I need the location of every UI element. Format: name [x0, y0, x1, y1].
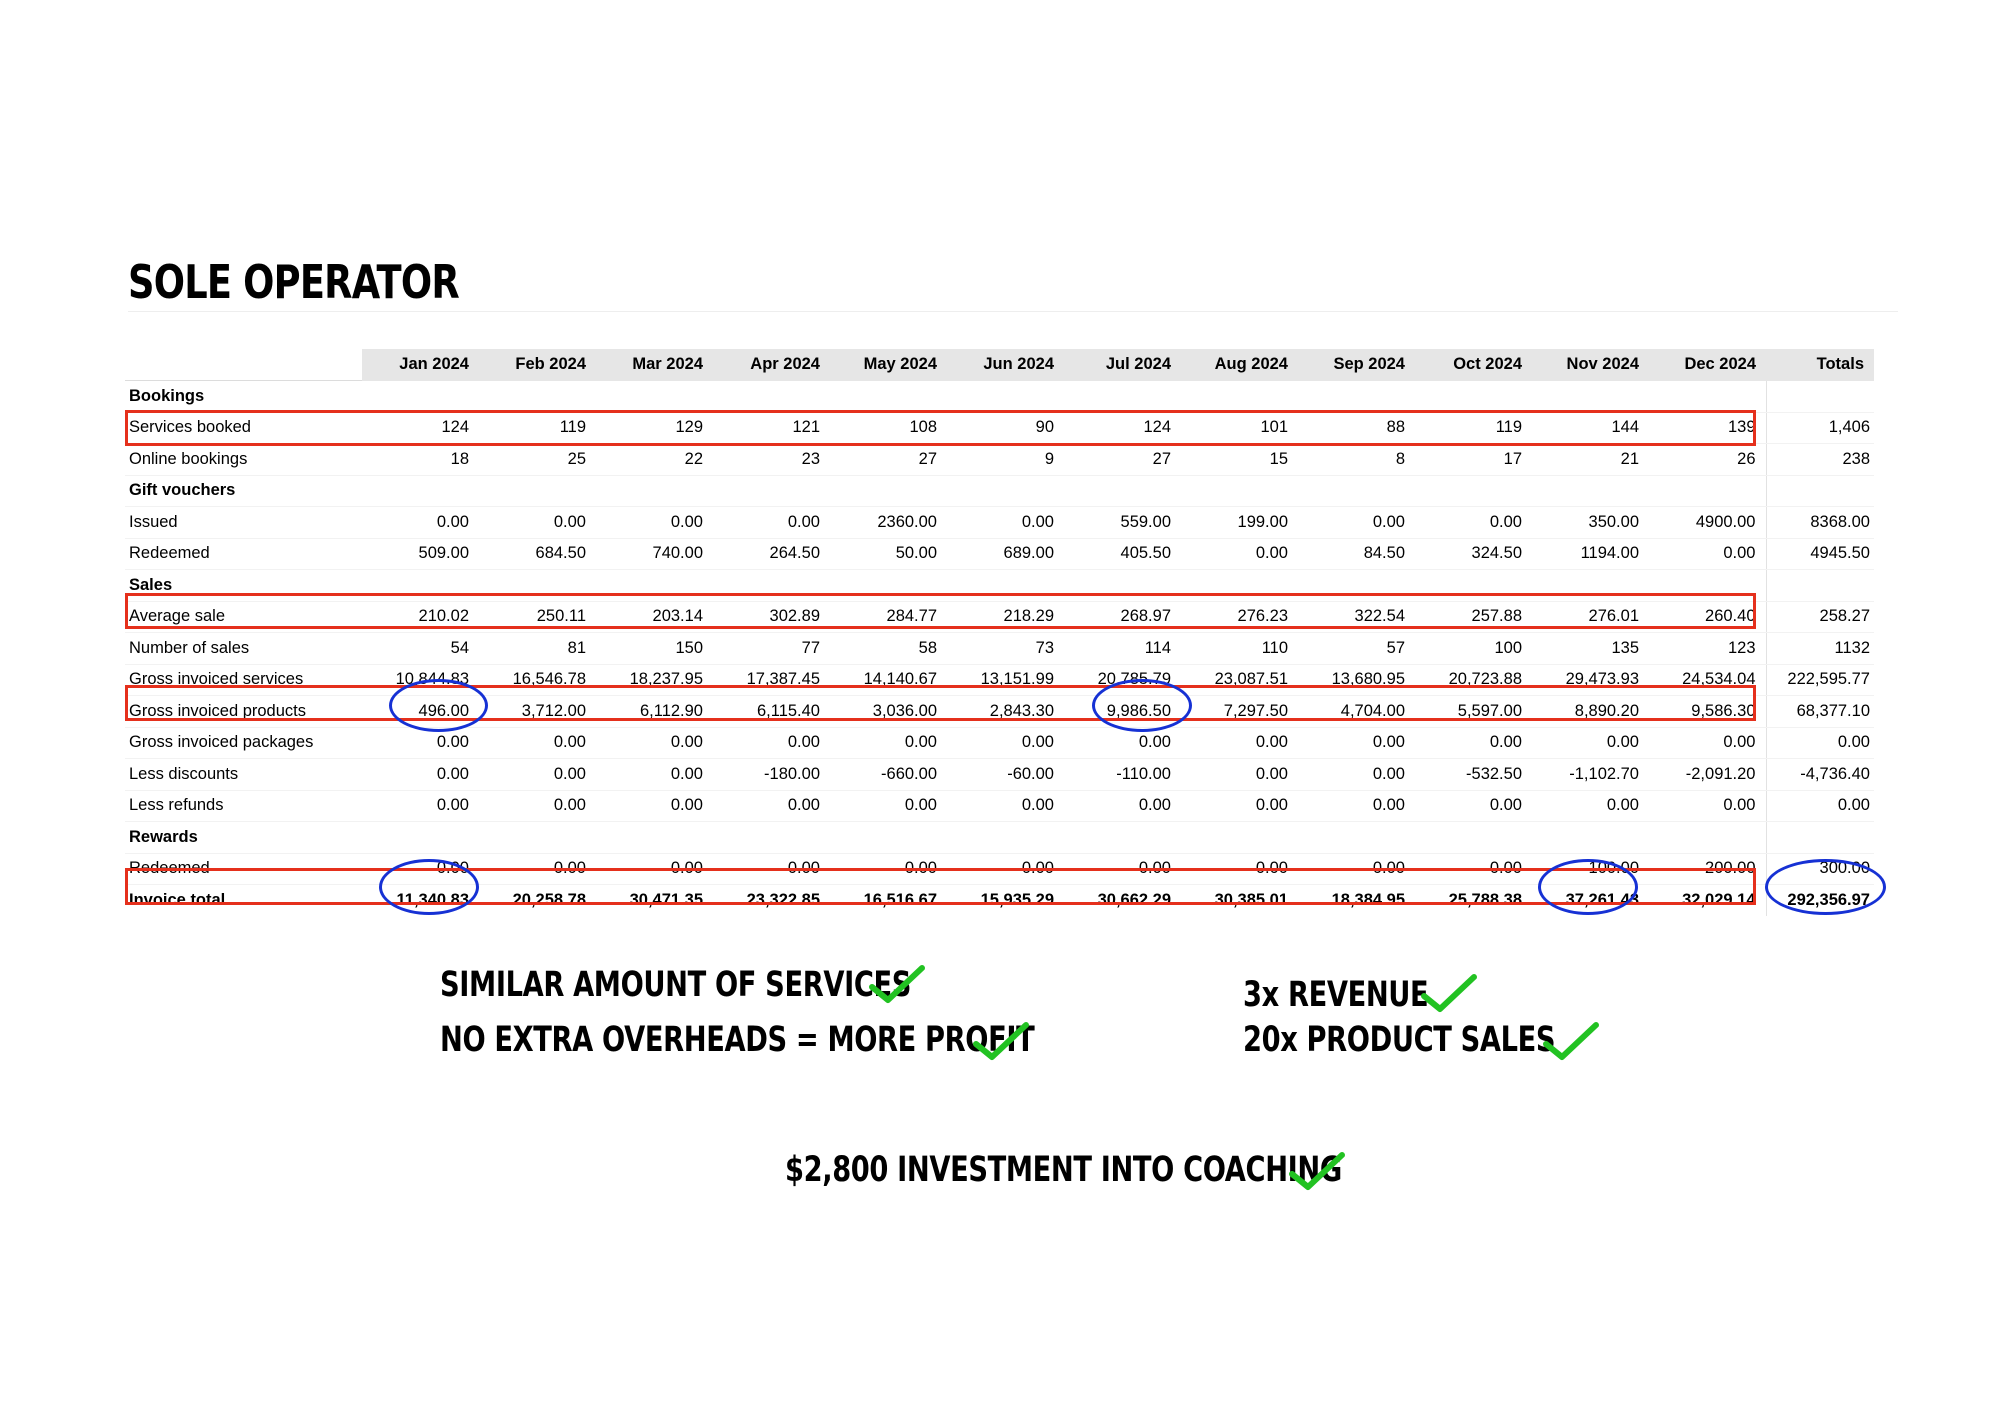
table-cell — [947, 822, 1064, 854]
table-cell — [713, 822, 830, 854]
table-cell — [1298, 570, 1415, 602]
table-header-row — [125, 349, 1874, 381]
table-cell — [1532, 475, 1649, 507]
header-blank-cell — [125, 349, 362, 381]
table-row — [125, 885, 1874, 916]
table-cell: 0.00 — [362, 790, 479, 822]
table-cell: 0.00 — [1649, 538, 1766, 570]
table-cell — [713, 475, 830, 507]
table-cell: 203.14 — [596, 601, 713, 633]
total-cell — [1766, 822, 1874, 854]
table-cell: 27 — [830, 444, 947, 476]
total-cell: 0.00 — [1766, 790, 1874, 822]
table-cell: -60.00 — [947, 759, 1064, 791]
section-header-row — [125, 570, 1874, 602]
total-cell: 222,595.77 — [1766, 664, 1874, 696]
table-cell: -110.00 — [1064, 759, 1181, 791]
claim-no-overheads: NO EXTRA OVERHEADS = MORE PROFIT — [440, 1020, 1035, 1060]
table-cell — [479, 381, 596, 413]
table-cell: 0.00 — [1064, 853, 1181, 885]
table-cell: 150 — [596, 633, 713, 665]
table-cell — [362, 475, 479, 507]
table-cell: 302.89 — [713, 601, 830, 633]
table-cell: 81 — [479, 633, 596, 665]
table-cell: 0.00 — [596, 790, 713, 822]
table-cell — [479, 822, 596, 854]
table-row — [125, 759, 1874, 791]
table-cell: 37,261.43 — [1565, 890, 1639, 909]
column-header-month: Jun 2024 — [947, 349, 1064, 381]
section-label: Gift vouchers — [125, 475, 362, 507]
table-cell: -180.00 — [713, 759, 830, 791]
checkmark-icon — [1420, 972, 1478, 1014]
table-cell: 0.00 — [479, 790, 596, 822]
total-cell — [1766, 381, 1874, 413]
table-cell: 88 — [1298, 412, 1415, 444]
table-cell: 108 — [830, 412, 947, 444]
table-cell — [1532, 822, 1649, 854]
table-cell — [1064, 381, 1181, 413]
table-cell — [947, 381, 1064, 413]
table-cell: 25 — [479, 444, 596, 476]
table-cell: 1194.00 — [1532, 538, 1649, 570]
table-cell: 0.00 — [1298, 759, 1415, 791]
table-cell — [713, 570, 830, 602]
table-cell — [1298, 475, 1415, 507]
section-header-row — [125, 475, 1874, 507]
table-cell — [1064, 570, 1181, 602]
table-cell: 0.00 — [1649, 727, 1766, 759]
table-cell: 123 — [1649, 633, 1766, 665]
total-cell: 300.00 — [1766, 853, 1874, 885]
table-cell: 50.00 — [830, 538, 947, 570]
total-cell: -4,736.40 — [1766, 759, 1874, 791]
table-cell: 0.00 — [1415, 727, 1532, 759]
table-cell: 0.00 — [713, 853, 830, 885]
column-header-month: Dec 2024 — [1649, 349, 1766, 381]
table-cell — [596, 475, 713, 507]
table-cell: 0.00 — [1181, 853, 1298, 885]
table-cell: 119 — [1415, 412, 1532, 444]
table-cell: 5,597.00 — [1415, 696, 1532, 728]
table-cell: 0.00 — [1649, 790, 1766, 822]
row-label: Less discounts — [125, 759, 362, 791]
table-cell: 0.00 — [947, 507, 1064, 539]
table-row — [125, 633, 1874, 665]
row-label: Issued — [125, 507, 362, 539]
table-cell: 0.00 — [362, 759, 479, 791]
table-row — [125, 790, 1874, 822]
table-cell: 20,258.78 — [512, 890, 586, 909]
table-cell: 559.00 — [1064, 507, 1181, 539]
table-cell: 18,384.95 — [1331, 890, 1405, 909]
table-cell: 405.50 — [1064, 538, 1181, 570]
table-cell: 9,986.50 — [1064, 696, 1181, 728]
row-label: Redeemed — [125, 853, 362, 885]
table-cell: 0.00 — [362, 727, 479, 759]
table-cell: 139 — [1649, 412, 1766, 444]
total-cell: 0.00 — [1766, 727, 1874, 759]
table-cell: 110 — [1181, 633, 1298, 665]
table-cell: 199.00 — [1181, 507, 1298, 539]
total-cell: 68,377.10 — [1766, 696, 1874, 728]
claim-product-sales: 20x PRODUCT SALES — [1243, 1020, 1556, 1060]
table-cell: 350.00 — [1532, 507, 1649, 539]
claim-similar-services: SIMILAR AMOUNT OF SERVICES — [440, 965, 912, 1005]
table-cell: -660.00 — [830, 759, 947, 791]
table-row — [125, 507, 1874, 539]
table-cell: 218.29 — [947, 601, 1064, 633]
table-cell: -2,091.20 — [1649, 759, 1766, 791]
table-cell: 0.00 — [1181, 538, 1298, 570]
table-cell: 3,712.00 — [479, 696, 596, 728]
table-cell: 0.00 — [479, 759, 596, 791]
row-label: Online bookings — [125, 444, 362, 476]
claim-revenue: 3x REVENUE — [1243, 975, 1429, 1015]
column-header-month: Jul 2024 — [1064, 349, 1181, 381]
row-label: Services booked — [125, 412, 362, 444]
column-header-month: Mar 2024 — [596, 349, 713, 381]
table-cell: 0.00 — [1415, 790, 1532, 822]
total-cell — [1766, 475, 1874, 507]
table-cell — [830, 822, 947, 854]
table-cell — [713, 381, 830, 413]
row-label: Invoice total — [129, 890, 226, 909]
table-cell: 10,844.83 — [362, 664, 479, 696]
total-cell: 1132 — [1766, 633, 1874, 665]
table-cell — [362, 822, 479, 854]
row-label: Less refunds — [125, 790, 362, 822]
table-cell: 8,890.20 — [1532, 696, 1649, 728]
table-cell: 6,115.40 — [713, 696, 830, 728]
table-body — [125, 381, 1874, 916]
table-cell: 0.00 — [1064, 727, 1181, 759]
table-cell: 509.00 — [362, 538, 479, 570]
table-cell: 13,151.99 — [947, 664, 1064, 696]
checkmark-icon — [1542, 1020, 1600, 1062]
table-cell: 740.00 — [596, 538, 713, 570]
table-cell: 322.54 — [1298, 601, 1415, 633]
table-cell: 268.97 — [1064, 601, 1181, 633]
row-label: Redeemed — [125, 538, 362, 570]
table-row — [125, 727, 1874, 759]
table-cell: 0.00 — [1298, 853, 1415, 885]
table-cell: 0.00 — [479, 727, 596, 759]
section-header-row — [125, 822, 1874, 854]
table-cell: 54 — [362, 633, 479, 665]
section-header-row — [125, 381, 1874, 413]
table-cell: 0.00 — [362, 853, 479, 885]
table-cell: 23,322.85 — [746, 890, 820, 909]
table-cell — [947, 475, 1064, 507]
table-cell — [1181, 381, 1298, 413]
row-label: Average sale — [125, 601, 362, 633]
table-cell: 18,237.95 — [596, 664, 713, 696]
table-cell: 260.40 — [1649, 601, 1766, 633]
table-cell: 16,546.78 — [479, 664, 596, 696]
table-cell: 24,534.04 — [1649, 664, 1766, 696]
column-header-month: Sep 2024 — [1298, 349, 1415, 381]
table-cell: 100.00 — [1532, 853, 1649, 885]
table-cell — [362, 381, 479, 413]
table-cell: 0.00 — [947, 790, 1064, 822]
table-cell: 23,087.51 — [1181, 664, 1298, 696]
table-cell: 29,473.93 — [1532, 664, 1649, 696]
table-cell: 9 — [947, 444, 1064, 476]
table-cell: 0.00 — [1064, 790, 1181, 822]
table-cell: 30,471.35 — [629, 890, 703, 909]
table-cell: 3,036.00 — [830, 696, 947, 728]
table-cell — [362, 570, 479, 602]
table-row — [125, 412, 1874, 444]
total-cell: 4945.50 — [1766, 538, 1874, 570]
total-cell: 1,406 — [1766, 412, 1874, 444]
table-cell — [1181, 822, 1298, 854]
table-cell: 284.77 — [830, 601, 947, 633]
table-cell: 144 — [1532, 412, 1649, 444]
row-label: Gross invoiced packages — [125, 727, 362, 759]
table-cell: 0.00 — [596, 507, 713, 539]
table-cell — [1649, 475, 1766, 507]
table-cell: 684.50 — [479, 538, 596, 570]
table-cell — [596, 570, 713, 602]
table-cell: 264.50 — [713, 538, 830, 570]
table-cell: 276.23 — [1181, 601, 1298, 633]
table-cell: 0.00 — [830, 853, 947, 885]
table-cell: 0.00 — [596, 727, 713, 759]
table-row — [125, 696, 1874, 728]
table-cell: 58 — [830, 633, 947, 665]
table-cell: 7,297.50 — [1181, 696, 1298, 728]
table-cell — [596, 381, 713, 413]
table-cell — [479, 475, 596, 507]
table-cell — [1532, 570, 1649, 602]
page-title: SOLE OPERATOR — [128, 255, 459, 309]
table-cell: 16,516.67 — [863, 890, 937, 909]
table-cell — [1415, 822, 1532, 854]
table-cell: 9,586.30 — [1649, 696, 1766, 728]
table-cell: 90 — [947, 412, 1064, 444]
table-cell: 18 — [362, 444, 479, 476]
table-cell — [1298, 822, 1415, 854]
table-cell — [1415, 475, 1532, 507]
table-cell: 20,723.88 — [1415, 664, 1532, 696]
table-cell: 57 — [1298, 633, 1415, 665]
table-cell — [830, 475, 947, 507]
row-label: Gross invoiced products — [125, 696, 362, 728]
claim-investment: $2,800 INVESTMENT INTO COACHING — [785, 1150, 1342, 1190]
table-cell — [1532, 381, 1649, 413]
table-cell — [1298, 381, 1415, 413]
table-row — [125, 853, 1874, 885]
table-cell: 0.00 — [1415, 507, 1532, 539]
table-cell: 17 — [1415, 444, 1532, 476]
table-cell: -1,102.70 — [1532, 759, 1649, 791]
title-divider — [128, 311, 1898, 312]
table-cell: 17,387.45 — [713, 664, 830, 696]
table-cell — [1649, 570, 1766, 602]
table-cell — [1181, 570, 1298, 602]
table-cell: 84.50 — [1298, 538, 1415, 570]
column-header-month: Oct 2024 — [1415, 349, 1532, 381]
table-cell: 689.00 — [947, 538, 1064, 570]
column-header-month: May 2024 — [830, 349, 947, 381]
table-cell: 0.00 — [1181, 727, 1298, 759]
column-header-totals: Totals — [1766, 349, 1874, 381]
table-cell — [479, 570, 596, 602]
table-cell: 129 — [596, 412, 713, 444]
section-label: Sales — [125, 570, 362, 602]
table-cell: 0.00 — [1298, 727, 1415, 759]
table-cell: 200.00 — [1649, 853, 1766, 885]
table-cell: 135 — [1532, 633, 1649, 665]
table-cell: 101 — [1181, 412, 1298, 444]
table-cell: 25,788.38 — [1448, 890, 1522, 909]
table-cell: 124 — [362, 412, 479, 444]
table-cell: 210.02 — [362, 601, 479, 633]
section-label: Rewards — [125, 822, 362, 854]
table-cell: 0.00 — [713, 727, 830, 759]
row-label: Number of sales — [125, 633, 362, 665]
table-cell: 114 — [1064, 633, 1181, 665]
table-cell: 0.00 — [596, 853, 713, 885]
table-cell: 30,662.29 — [1097, 890, 1171, 909]
table-cell: 250.11 — [479, 601, 596, 633]
table-cell: 26 — [1649, 444, 1766, 476]
table-cell: 20,785.79 — [1064, 664, 1181, 696]
table-cell — [1181, 475, 1298, 507]
table-cell: 13,680.95 — [1298, 664, 1415, 696]
table-cell — [1649, 822, 1766, 854]
table-cell: 0.00 — [596, 759, 713, 791]
checkmark-icon — [972, 1020, 1030, 1062]
table-cell: 0.00 — [1298, 507, 1415, 539]
table-cell: 0.00 — [713, 507, 830, 539]
column-header-month: Jan 2024 — [362, 349, 479, 381]
table-cell: 0.00 — [1532, 790, 1649, 822]
table-cell — [1415, 381, 1532, 413]
table-cell: 0.00 — [1532, 727, 1649, 759]
table-cell: 121 — [713, 412, 830, 444]
total-cell — [1766, 570, 1874, 602]
table-cell: 23 — [713, 444, 830, 476]
table-row — [125, 444, 1874, 476]
total-cell: 292,356.97 — [1766, 885, 1874, 916]
table-cell: 119 — [479, 412, 596, 444]
table-cell — [596, 822, 713, 854]
table-cell — [1064, 475, 1181, 507]
table-cell: 0.00 — [947, 853, 1064, 885]
table-cell: 15,935.29 — [980, 890, 1054, 909]
table-cell: 21 — [1532, 444, 1649, 476]
column-header-month: Nov 2024 — [1532, 349, 1649, 381]
table-cell: 0.00 — [830, 727, 947, 759]
table-row — [125, 664, 1874, 696]
table-cell: 2,843.30 — [947, 696, 1064, 728]
table-cell: 14,140.67 — [830, 664, 947, 696]
table-cell: 100 — [1415, 633, 1532, 665]
table-cell: 0.00 — [947, 727, 1064, 759]
table-cell: 15 — [1181, 444, 1298, 476]
column-header-month: Feb 2024 — [479, 349, 596, 381]
table-cell — [830, 381, 947, 413]
table-row — [125, 538, 1874, 570]
table-cell: 324.50 — [1415, 538, 1532, 570]
table-cell: 2360.00 — [830, 507, 947, 539]
table-cell — [947, 570, 1064, 602]
table-cell: 6,112.90 — [596, 696, 713, 728]
column-header-month: Apr 2024 — [713, 349, 830, 381]
table-cell: 0.00 — [479, 507, 596, 539]
table-cell: -532.50 — [1415, 759, 1532, 791]
row-label: Gross invoiced services — [125, 664, 362, 696]
total-cell: 258.27 — [1766, 601, 1874, 633]
table-cell: 0.00 — [479, 853, 596, 885]
checkmark-icon — [868, 963, 926, 1005]
table-cell: 0.00 — [1415, 853, 1532, 885]
table-cell: 22 — [596, 444, 713, 476]
table-cell — [1064, 822, 1181, 854]
table-cell: 496.00 — [362, 696, 479, 728]
table-cell — [1415, 570, 1532, 602]
table-cell: 0.00 — [713, 790, 830, 822]
checkmark-icon — [1288, 1150, 1346, 1192]
table-cell — [1649, 381, 1766, 413]
table-cell: 0.00 — [1181, 790, 1298, 822]
total-cell: 238 — [1766, 444, 1874, 476]
table-cell: 73 — [947, 633, 1064, 665]
total-cell: 8368.00 — [1766, 507, 1874, 539]
table-cell: 0.00 — [362, 507, 479, 539]
table-cell: 257.88 — [1415, 601, 1532, 633]
table-cell: 4900.00 — [1649, 507, 1766, 539]
table-cell: 27 — [1064, 444, 1181, 476]
table-cell: 11,340.83 — [396, 890, 469, 909]
table-cell: 30,385.01 — [1214, 890, 1288, 909]
section-label: Bookings — [125, 381, 362, 413]
table-row — [125, 601, 1874, 633]
table-cell: 4,704.00 — [1298, 696, 1415, 728]
table-cell — [830, 570, 947, 602]
monthly-report-table — [125, 349, 1874, 916]
table-cell: 32,029.14 — [1682, 890, 1756, 909]
column-header-month: Aug 2024 — [1181, 349, 1298, 381]
table-cell: 0.00 — [1298, 790, 1415, 822]
table-cell: 0.00 — [1181, 759, 1298, 791]
table-cell: 8 — [1298, 444, 1415, 476]
table-cell: 276.01 — [1532, 601, 1649, 633]
table-cell: 124 — [1064, 412, 1181, 444]
table-cell: 0.00 — [830, 790, 947, 822]
table-cell: 77 — [713, 633, 830, 665]
